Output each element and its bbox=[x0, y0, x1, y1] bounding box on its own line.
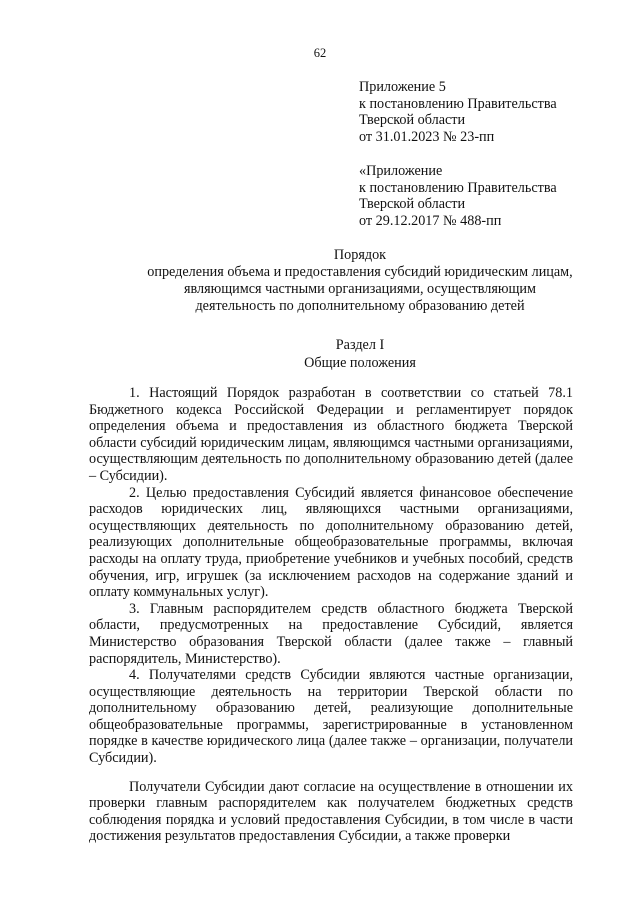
paragraph: 4. Получателями средств Субсидии являются частные организации, осуществляющие деятельность на территории Тверской области по дополнительному образованию детей, реализующие дополнительные общеобразовательные программы, зарегистрированные в установленном порядке в качестве юридического лица (далее также – организации, получатели Субсидии). bbox=[89, 667, 573, 767]
annex-line: Тверской области bbox=[359, 196, 466, 212]
annex-header-current bbox=[359, 79, 619, 145]
annex-line: к постановлению Правительства bbox=[359, 95, 557, 112]
paragraph: 1. Настоящий Порядок разработан в соответствии со статьей 78.1 Бюджетного кодекса Российской Федерации и регламентирует порядок определения объема и предоставления из областного бюджета Тверской области субсидий юридическим лицам, являющимся частными организациями, осуществляющим деятельность по дополнительному образованию детей (далее – Субсидии). bbox=[89, 385, 573, 484]
annex-line: Приложение 5 bbox=[359, 79, 446, 95]
annex-line: к постановлению Правительства bbox=[359, 179, 557, 196]
annex-line: от 31.01.2023 № 23-пп bbox=[359, 128, 495, 145]
title-line: Порядок bbox=[333, 247, 387, 263]
paragraph: 2. Целью предоставления Субсидий является финансовое обеспечение расходов юридических лиц, являющихся частными организациями, осуществляющих деятельность по дополнительному образованию детей, реализующих дополнительные общеобразовательные программы, включая расходы на оплату труда, приобретение учебников и учебных пособий, средств обучения, игр, игрушек (за исключением расходов на содержание зданий и оплату коммунальных услуг). bbox=[89, 484, 573, 601]
title-line: деятельность по дополнительному образованию детей bbox=[195, 298, 525, 314]
page-number: 62 bbox=[313, 46, 327, 60]
document-body bbox=[89, 385, 573, 845]
section-heading bbox=[60, 337, 640, 372]
annex-header-original bbox=[359, 163, 619, 229]
section-name: Общие положения bbox=[304, 354, 416, 371]
section-number: Раздел I bbox=[335, 337, 385, 353]
annex-line: «Приложение bbox=[359, 163, 443, 179]
paragraph: 3. Главным распорядителем средств областного бюджета Тверской области, предусмотренных на предоставление Субсидий, является Министерство образования Тверской области (далее также – главный распорядитель, Министерство). bbox=[89, 600, 573, 667]
paragraph: Получатели Субсидии дают согласие на осуществление в отношении их проверки главным распорядителем как получателем бюджетных средств соблюдения порядка и условий предоставления Субсидии, в том числе в части достижения результатов предоставления Субсидии, а также проверки bbox=[89, 778, 573, 845]
annex-line: от 29.12.2017 № 488-пп bbox=[359, 212, 502, 229]
annex-line: Тверской области bbox=[359, 112, 466, 128]
title-line: определения объема и предоставления субсидий юридическим лицам, bbox=[147, 264, 573, 280]
title-line: являющимся частными организациями, осуществляющим bbox=[184, 281, 536, 297]
document-title bbox=[60, 247, 640, 315]
